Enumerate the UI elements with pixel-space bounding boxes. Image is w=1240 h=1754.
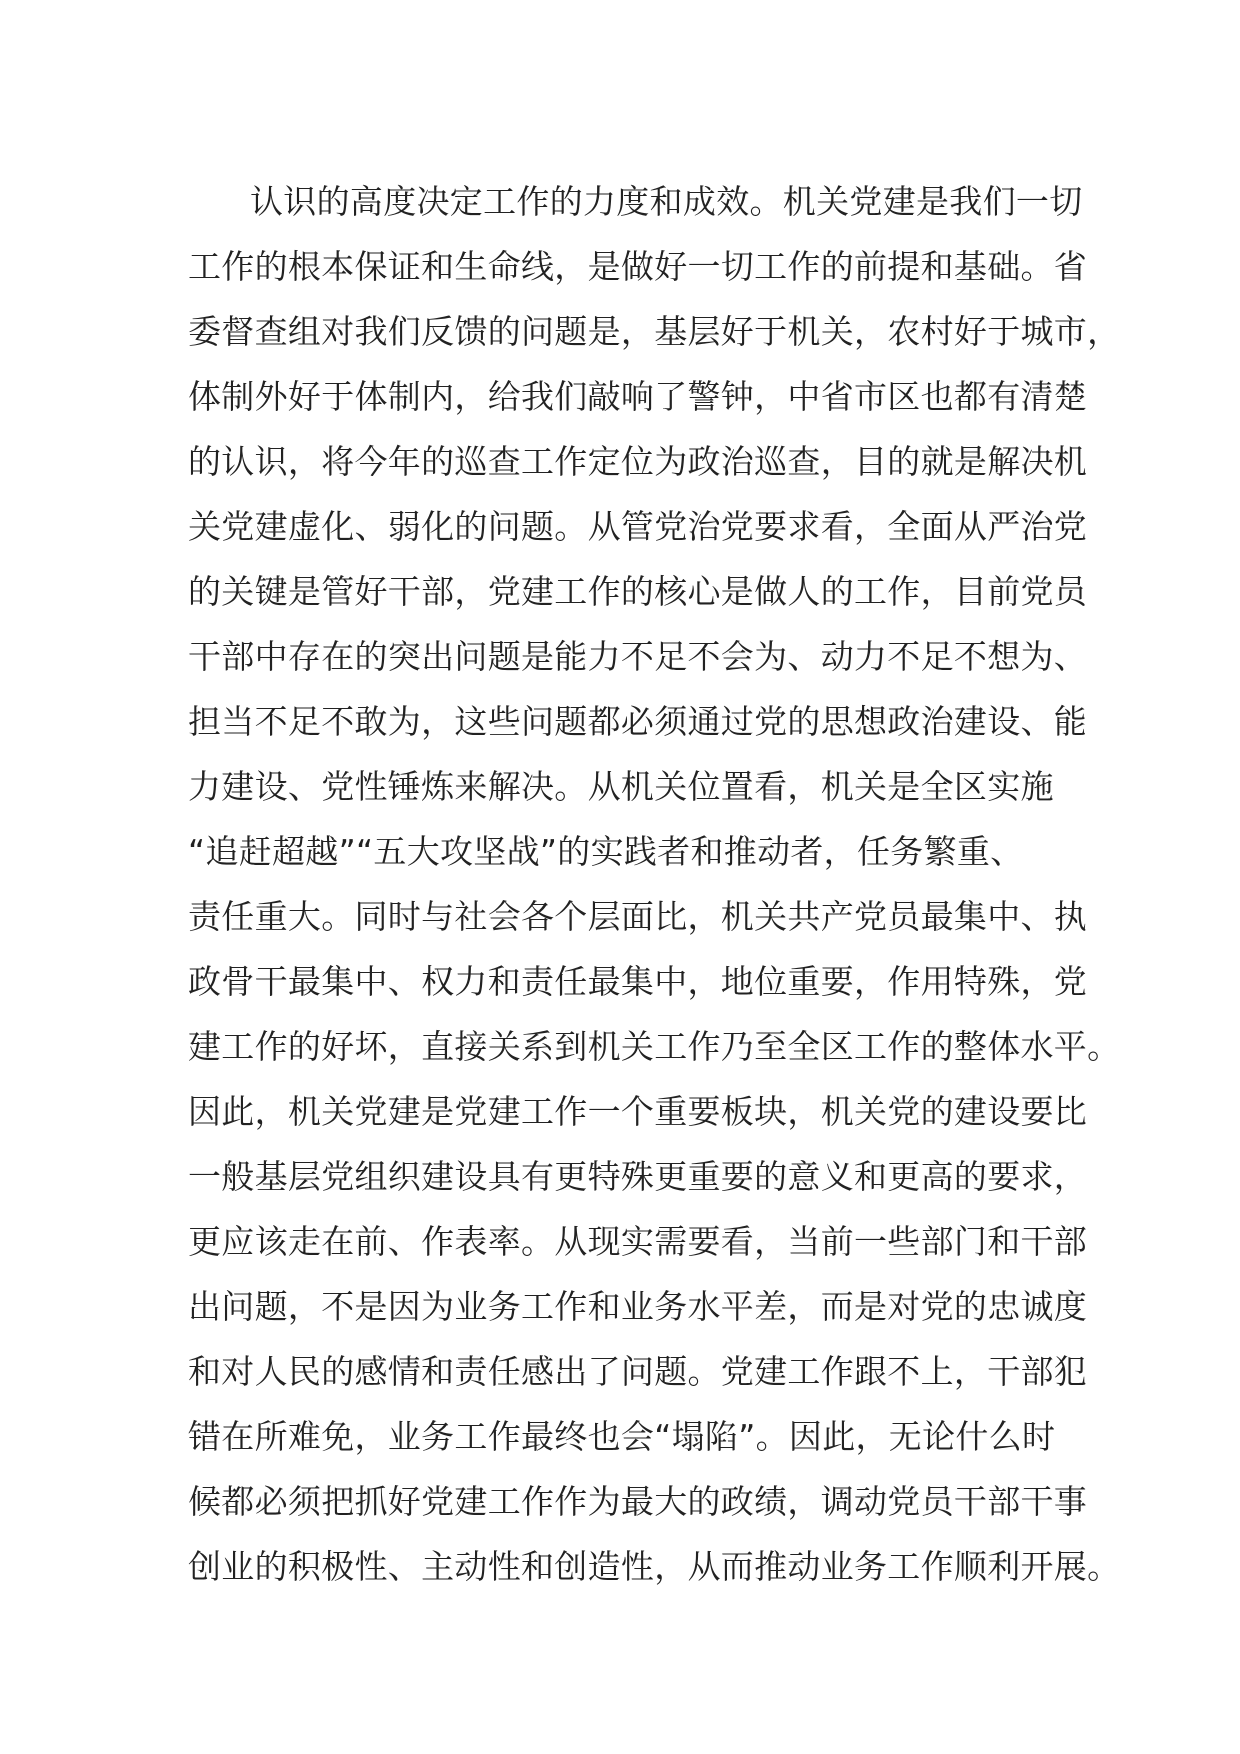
paragraph-line: 和对人民的感情和责任感出了问题。党建工作跟不上，干部犯 bbox=[188, 1352, 1088, 1391]
paragraph-line: 工作的根本保证和生命线，是做好一切工作的前提和基础。省 bbox=[188, 247, 1088, 286]
paragraph-line: 关党建虚化、弱化的问题。从管党治党要求看，全面从严治党 bbox=[188, 507, 1088, 546]
paragraph-line: 的关键是管好干部，党建工作的核心是做人的工作，目前党员 bbox=[188, 572, 1088, 611]
paragraph-line: 一般基层党组织建设具有更特殊更重要的意义和更高的要求， bbox=[188, 1157, 1088, 1196]
paragraph-line: 因此，机关党建是党建工作一个重要板块，机关党的建设要比 bbox=[188, 1092, 1088, 1131]
paragraph-line: 候都必须把抓好党建工作作为最大的政绩，调动党员干部干事 bbox=[188, 1482, 1088, 1521]
paragraph-line: 更应该走在前、作表率。从现实需要看，当前一些部门和干部 bbox=[188, 1222, 1088, 1261]
paragraph-line: 干部中存在的突出问题是能力不足不会为、动力不足不想为、 bbox=[188, 637, 1088, 676]
paragraph-line: 的认识，将今年的巡查工作定位为政治巡查，目的就是解决机 bbox=[188, 442, 1088, 481]
paragraph-line: 力建设、党性锤炼来解决。从机关位置看，机关是全区实施 bbox=[188, 767, 1054, 806]
body-paragraph bbox=[188, 178, 1121, 1608]
paragraph-line: 担当不足不敢为，这些问题都必须通过党的思想政治建设、能 bbox=[188, 702, 1088, 741]
paragraph-line: 创业的积极性、主动性和创造性，从而推动业务工作顺利开展。 bbox=[188, 1547, 1121, 1586]
paragraph-line: 政骨干最集中、权力和责任最集中，地位重要，作用特殊，党 bbox=[188, 962, 1088, 1001]
paragraph-line: 委督查组对我们反馈的问题是，基层好于机关，农村好于城市， bbox=[188, 312, 1121, 351]
paragraph-line: 出问题，不是因为业务工作和业务水平差，而是对党的忠诚度 bbox=[188, 1287, 1088, 1326]
paragraph-line: 责任重大。同时与社会各个层面比，机关共产党员最集中、执 bbox=[188, 897, 1088, 936]
paragraph-line: 错在所难免，业务工作最终也会“塌陷”。因此，无论什么时 bbox=[188, 1417, 1056, 1456]
paragraph-line: 建工作的好坏，直接关系到机关工作乃至全区工作的整体水平。 bbox=[188, 1027, 1121, 1066]
paragraph-line: 体制外好于体制内，给我们敲响了警钟，中省市区也都有清楚 bbox=[188, 377, 1088, 416]
paragraph-line: “追赶超越”“五大攻坚战”的实践者和推动者，任务繁重、 bbox=[188, 832, 1024, 871]
paragraph-line: 认识的高度决定工作的力度和成效。机关党建是我们一切 bbox=[250, 182, 1083, 221]
